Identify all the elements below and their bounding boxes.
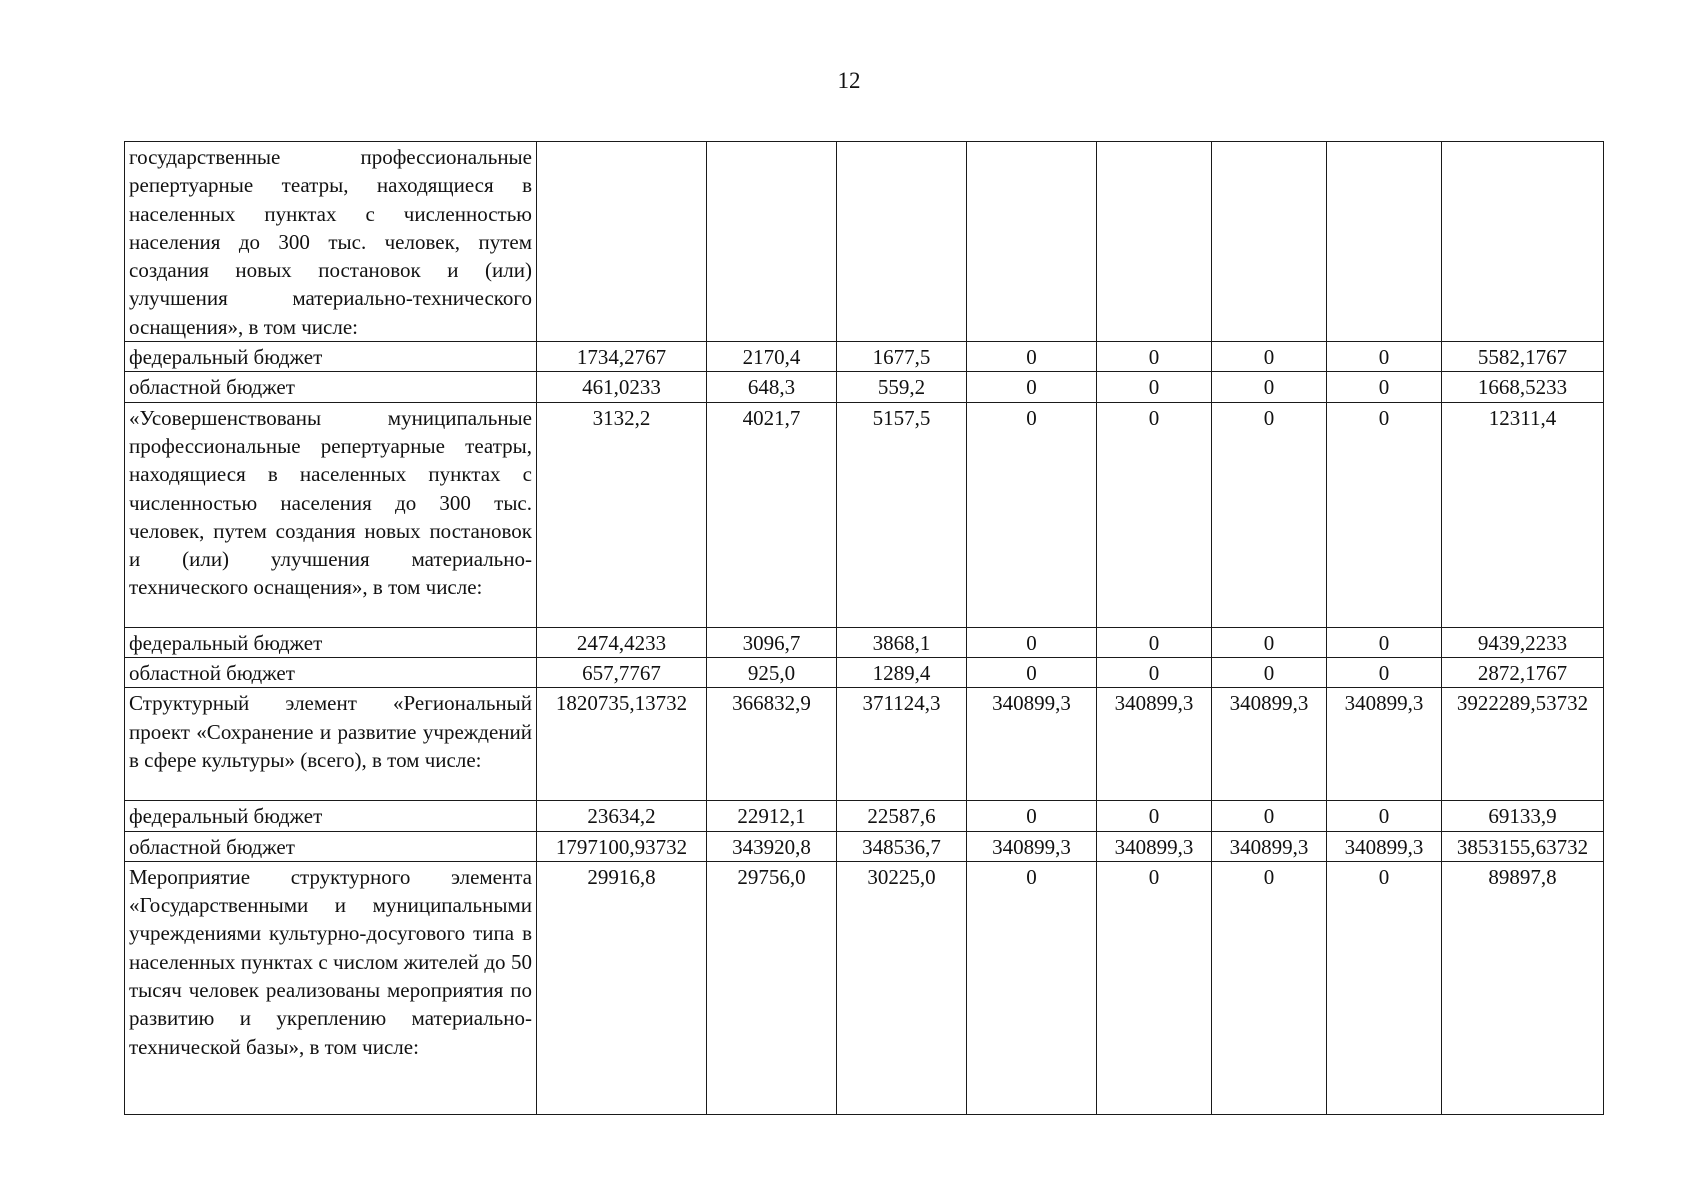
row-label: государственные профессиональные репертуарные театры, находящиеся в населенных пунктах с численностью населения до 300 тыс. человек, путем создания новых постановок и (или) улучшения материально-технического оснащения», в том числе: (125, 142, 537, 342)
table-row (125, 142, 1604, 342)
cell-value: 340899,3 (1327, 831, 1442, 861)
cell-value: 348536,7 (837, 831, 967, 861)
table-row (125, 831, 1604, 861)
cell-value: 366832,9 (707, 688, 837, 801)
cell-value: 2474,4233 (537, 627, 707, 657)
cell-value: 1289,4 (837, 657, 967, 687)
row-label: Структурный элемент «Региональный проект «Сохранение и развитие учреждений в сфере культуры» (всего), в том числе: (125, 688, 537, 801)
cell-value (537, 142, 707, 342)
table-row (125, 627, 1604, 657)
cell-value: 559,2 (837, 372, 967, 402)
cell-total (1442, 142, 1604, 342)
cell-value: 0 (1212, 627, 1327, 657)
cell-value: 0 (967, 861, 1097, 1114)
cell-value: 3132,2 (537, 402, 707, 627)
cell-value: 4021,7 (707, 402, 837, 627)
cell-total: 69133,9 (1442, 801, 1604, 831)
page-number: 12 (837, 68, 861, 93)
cell-value (837, 142, 967, 342)
row-label: федеральный бюджет (125, 801, 537, 831)
cell-value: 0 (1212, 342, 1327, 372)
cell-value: 340899,3 (1097, 831, 1212, 861)
cell-value (1327, 142, 1442, 342)
table-row (125, 688, 1604, 801)
cell-value: 340899,3 (1097, 688, 1212, 801)
row-label: Мероприятие структурного элемента «Государственными и муниципальными учреждениями культурно-досугового типа в населенных пунктах с числом жителей до 50 тысяч человек реализованы мероприятия по развитию и укреплению материально-технической базы», в том числе: (125, 861, 537, 1114)
cell-value: 0 (1097, 627, 1212, 657)
cell-value: 925,0 (707, 657, 837, 687)
cell-value: 371124,3 (837, 688, 967, 801)
cell-value: 648,3 (707, 372, 837, 402)
cell-total: 89897,8 (1442, 861, 1604, 1114)
table-row (125, 342, 1604, 372)
cell-value: 340899,3 (1212, 831, 1327, 861)
cell-value: 0 (1212, 402, 1327, 627)
cell-value (1212, 142, 1327, 342)
cell-value: 0 (967, 801, 1097, 831)
cell-value: 0 (1097, 372, 1212, 402)
table-row (125, 657, 1604, 687)
row-label: областной бюджет (125, 372, 537, 402)
cell-value: 340899,3 (967, 688, 1097, 801)
row-label: федеральный бюджет (125, 627, 537, 657)
cell-value: 0 (1097, 861, 1212, 1114)
cell-value: 0 (967, 342, 1097, 372)
cell-value: 0 (1327, 861, 1442, 1114)
cell-value: 2170,4 (707, 342, 837, 372)
cell-value (1097, 142, 1212, 342)
cell-value: 3868,1 (837, 627, 967, 657)
cell-value: 1677,5 (837, 342, 967, 372)
cell-value: 23634,2 (537, 801, 707, 831)
cell-value: 22587,6 (837, 801, 967, 831)
cell-value: 0 (1327, 627, 1442, 657)
cell-value: 1734,2767 (537, 342, 707, 372)
cell-value: 461,0233 (537, 372, 707, 402)
cell-value: 0 (1212, 657, 1327, 687)
cell-value (707, 142, 837, 342)
cell-total: 1668,5233 (1442, 372, 1604, 402)
cell-value: 1820735,13732 (537, 688, 707, 801)
cell-value: 343920,8 (707, 831, 837, 861)
cell-total: 3853155,63732 (1442, 831, 1604, 861)
cell-value: 0 (967, 402, 1097, 627)
cell-total: 12311,4 (1442, 402, 1604, 627)
cell-value: 0 (1097, 801, 1212, 831)
cell-value: 0 (1097, 342, 1212, 372)
cell-total: 9439,2233 (1442, 627, 1604, 657)
table-row (125, 372, 1604, 402)
table-row (125, 402, 1604, 627)
cell-value: 0 (1212, 372, 1327, 402)
cell-value: 340899,3 (967, 831, 1097, 861)
cell-value: 0 (1327, 801, 1442, 831)
cell-value: 5157,5 (837, 402, 967, 627)
cell-value: 22912,1 (707, 801, 837, 831)
cell-total: 3922289,53732 (1442, 688, 1604, 801)
row-label: областной бюджет (125, 657, 537, 687)
cell-value: 29916,8 (537, 861, 707, 1114)
cell-value: 0 (1327, 657, 1442, 687)
cell-value: 340899,3 (1327, 688, 1442, 801)
cell-value: 0 (1327, 342, 1442, 372)
row-label: областной бюджет (125, 831, 537, 861)
cell-total: 5582,1767 (1442, 342, 1604, 372)
cell-value: 0 (1097, 402, 1212, 627)
cell-value: 0 (967, 372, 1097, 402)
cell-value: 0 (1212, 801, 1327, 831)
cell-value: 0 (1327, 372, 1442, 402)
cell-value: 340899,3 (1212, 688, 1327, 801)
table-row (125, 861, 1604, 1114)
table-row (125, 801, 1604, 831)
cell-total: 2872,1767 (1442, 657, 1604, 687)
row-label: федеральный бюджет (125, 342, 537, 372)
cell-value: 29756,0 (707, 861, 837, 1114)
cell-value (967, 142, 1097, 342)
row-label: «Усовершенствованы муниципальные профессиональные репертуарные театры, находящиеся в населенных пунктах с численностью населения до 300 тыс. человек, путем создания новых постановок и (или) улучшения материально-технического оснащения», в том числе: (125, 402, 537, 627)
cell-value: 0 (967, 657, 1097, 687)
cell-value: 0 (1212, 861, 1327, 1114)
cell-value: 3096,7 (707, 627, 837, 657)
cell-value: 1797100,93732 (537, 831, 707, 861)
cell-value: 0 (1327, 402, 1442, 627)
cell-value: 0 (967, 627, 1097, 657)
cell-value: 30225,0 (837, 861, 967, 1114)
cell-value: 0 (1097, 657, 1212, 687)
budget-table (124, 141, 1604, 1115)
cell-value: 657,7767 (537, 657, 707, 687)
